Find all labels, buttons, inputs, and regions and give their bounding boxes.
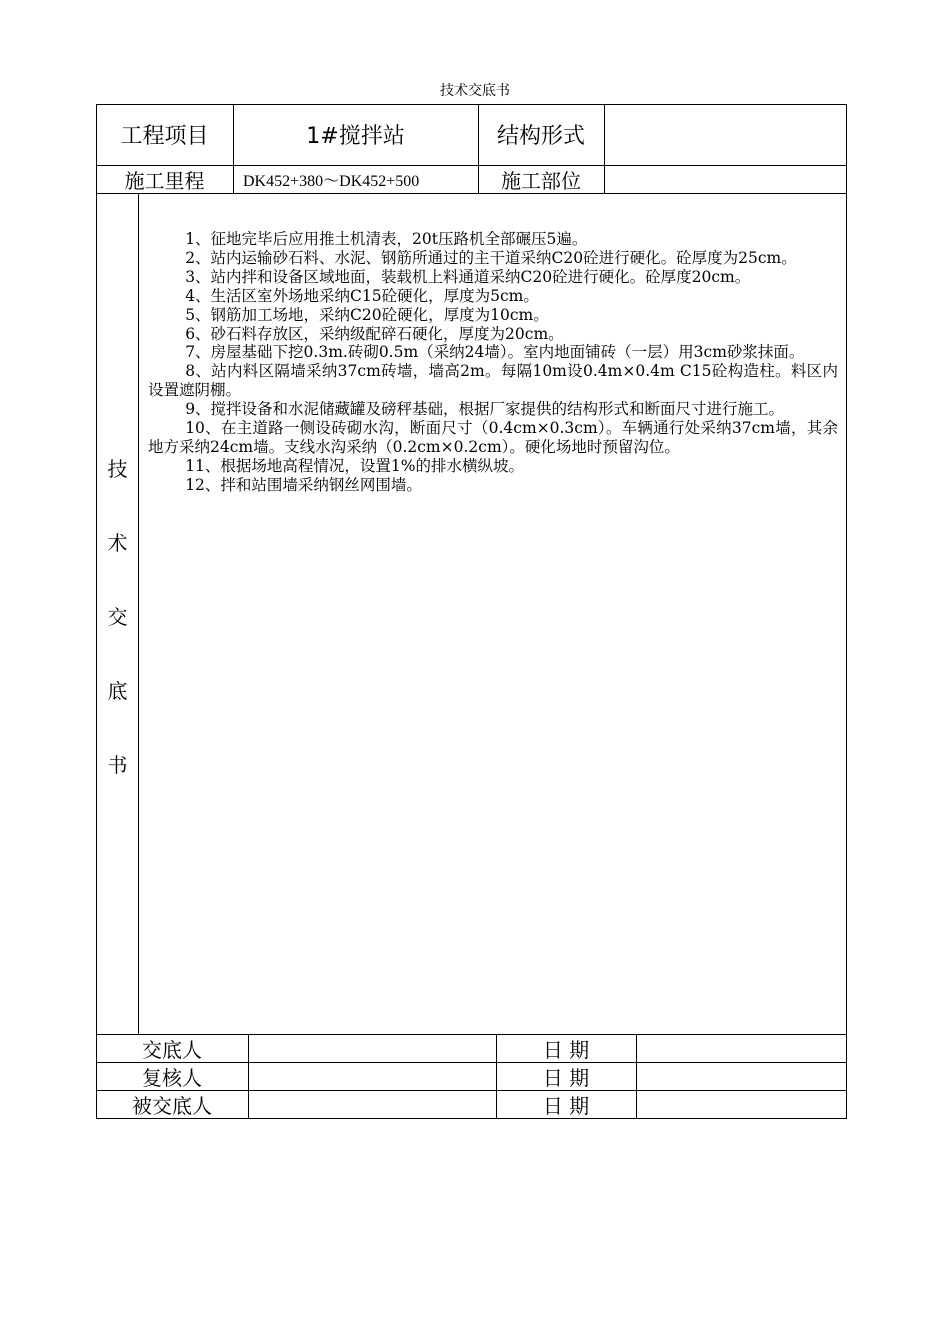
structure-value: [604, 104, 847, 165]
content-item: 4、生活区室外场地采纳C15砼硬化，厚度为5cm。: [185, 286, 539, 305]
content-item: 9、搅拌设备和水泥储藏罐及磅秤基础，根据厂家提供的结构形式和断面尺寸进行施工。: [185, 400, 785, 419]
signer-role: 交底人: [142, 1037, 202, 1062]
side-label-char: 书: [107, 753, 128, 777]
reviewer-role: 复核人: [142, 1065, 202, 1090]
reviewer-name-field[interactable]: [248, 1062, 496, 1090]
col-divider: [138, 193, 139, 1035]
position-label: 施工部位: [501, 168, 581, 193]
content-item: 5、钢筋加工场地，采纳C20砼硬化，厚度为10cm。: [185, 305, 549, 324]
mileage-value: DK452+380～DK452+500: [243, 172, 420, 190]
date-field[interactable]: [636, 1062, 847, 1090]
content-item: 8、站内料区隔墙采纳37cm砖墙，墙高2m。每隔10m设0.4m×0.4m C15砼构造柱。料区内设置遮阴棚。: [148, 362, 838, 400]
content-item: 12、拌和站围墙采纳钢丝网围墙。: [185, 475, 422, 494]
structure-label: 结构形式: [496, 124, 585, 149]
date-label: 日 期: [542, 1065, 590, 1090]
date-label: 日 期: [542, 1094, 590, 1118]
content-item: 6、砂石料存放区，采纳级配碎石硬化，厚度为20cm。: [185, 324, 564, 343]
side-label-char: 技: [107, 457, 128, 481]
document-title: 技术交底书: [440, 83, 510, 99]
mileage-label: 施工里程: [124, 168, 205, 193]
date-field[interactable]: [636, 1090, 847, 1119]
content-item: 3、站内拌和设备区域地面，装载机上料通道采纳C20砼进行硬化。砼厚度20cm。: [185, 267, 751, 286]
project-label: 工程项目: [120, 124, 209, 149]
recipient-role: 被交底人: [132, 1094, 212, 1118]
content-item: 1、征地完毕后应用推土机清表，20t压路机全部碾压5遍。: [185, 230, 588, 248]
side-label-char: 术: [107, 531, 128, 555]
content-item: 10、在主道路一侧设砖砌水沟，断面尺寸（0.4cm×0.3cm）。车辆通行处采纳37cm墙，其余地方采纳24cm墙。支线水沟采纳（0.2cm×0.2cm）。硬化场地时预留沟位。: [148, 419, 838, 456]
row-divider: [96, 193, 847, 194]
side-label-char: 底: [107, 679, 128, 703]
side-label-char: 交: [107, 605, 128, 629]
signer-name-field[interactable]: [248, 1034, 496, 1062]
content-item: 7、房屋基础下挖0.3m.砖砌0.5m（采纳24墙）。室内地面铺砖（一层）用3cm砂浆抹面。: [185, 343, 805, 362]
date-label: 日 期: [542, 1037, 590, 1062]
project-value: 1#搅拌站: [306, 124, 405, 149]
disclosure-content: [148, 230, 838, 495]
content-item: 11、根据场地高程情况，设置1%的排水横纵坡。: [185, 456, 525, 475]
recipient-name-field[interactable]: [248, 1090, 496, 1119]
date-field[interactable]: [636, 1034, 847, 1062]
position-value: [604, 165, 847, 193]
content-item: 2、站内运输砂石料、水泥、钢筋所通过的主干道采纳C20砼进行硬化。砼厚度为25cm。: [185, 248, 797, 267]
